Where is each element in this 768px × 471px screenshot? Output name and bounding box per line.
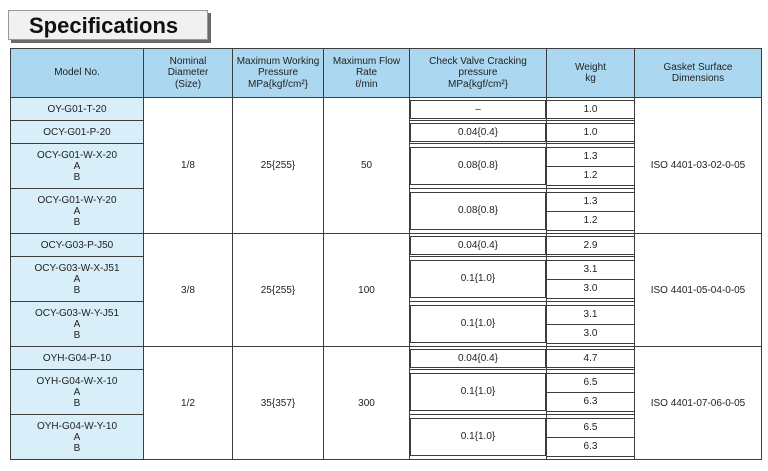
model-variant: B [73, 216, 81, 228]
model-cell [11, 415, 144, 460]
weight-cell [547, 234, 635, 257]
flow-value: 100 [358, 284, 375, 296]
model-variant: A [73, 431, 81, 443]
model-cell [11, 234, 144, 257]
gasket-cell [635, 347, 762, 460]
gasket-value: ISO 4401-05-04-0-05 [650, 284, 746, 296]
header-pressure: Maximum Working Pressure MPa{kgf/cm²} [233, 49, 324, 98]
header-weight: Weight kg [547, 49, 635, 98]
model-variant: B [73, 442, 81, 454]
cracking-pressure-value: 0.04{0.4} [410, 236, 546, 255]
cracking-pressure-cell [410, 370, 547, 415]
cracking-pressure-cell [410, 234, 547, 257]
cracking-pressure-cell [410, 302, 547, 347]
cracking-pressure-value: 0.08{0.8} [410, 147, 546, 185]
flow-value: 300 [358, 397, 375, 409]
cracking-pressure-cell [410, 189, 547, 234]
diameter-cell [144, 234, 233, 347]
weight-cell [547, 302, 635, 347]
weight-value: 6.5 [547, 418, 634, 438]
model-variant: A [73, 318, 81, 330]
weight-value: 3.0 [547, 325, 634, 344]
flow-cell [324, 234, 410, 347]
weight-cell [547, 257, 635, 302]
weight-value: 3.0 [547, 280, 634, 299]
model-number: OYH-G04-W-X-10 [36, 375, 118, 387]
weight-value: 1.2 [547, 212, 634, 231]
model-variant: B [73, 284, 81, 296]
weight-value: 3.1 [547, 305, 634, 325]
model-cell [11, 144, 144, 189]
pressure-cell [233, 234, 324, 347]
diameter-cell [144, 98, 233, 234]
model-number: OCY-G01-P-20 [43, 126, 111, 138]
gasket-value: ISO 4401-07-06-0-05 [650, 397, 746, 409]
diameter-cell [144, 347, 233, 460]
model-variant: A [73, 160, 81, 172]
weight-cell [547, 370, 635, 415]
model-variant: A [73, 273, 81, 285]
model-number: OCY-G01-W-X-20 [36, 149, 118, 161]
model-cell [11, 121, 144, 144]
model-number: OY-G01-T-20 [47, 103, 107, 115]
cracking-pressure-value: 0.04{0.4} [410, 349, 546, 368]
header-diameter: Nominal Diameter (Size) [144, 49, 233, 98]
page-title: Specifications [8, 10, 208, 40]
model-variant: A [73, 205, 81, 217]
table-row [11, 347, 762, 370]
specifications-table [10, 48, 762, 460]
weight-value: 4.7 [547, 349, 634, 368]
weight-cell [547, 415, 635, 460]
model-cell [11, 257, 144, 302]
diameter-value: 1/2 [181, 397, 195, 409]
weight-cell [547, 347, 635, 370]
model-cell [11, 347, 144, 370]
weight-value: 1.3 [547, 147, 634, 167]
model-cell [11, 189, 144, 234]
cracking-pressure-cell [410, 257, 547, 302]
header-flow: Maximum Flow Rate ℓ/min [324, 49, 410, 98]
weight-value: 1.0 [547, 123, 634, 142]
weight-value: 1.0 [547, 100, 634, 119]
weight-cell [547, 144, 635, 189]
flow-value: 50 [360, 160, 373, 171]
gasket-cell [635, 98, 762, 234]
cracking-pressure-value: – [410, 100, 546, 119]
model-variant: A [73, 386, 81, 398]
weight-cell [547, 121, 635, 144]
weight-value: 2.9 [547, 236, 634, 255]
diameter-value: 1/8 [181, 160, 195, 171]
model-number: OYH-G04-P-10 [42, 352, 112, 364]
cracking-pressure-cell [410, 144, 547, 189]
weight-value: 6.5 [547, 373, 634, 393]
model-number: OCY-G03-W-X-J51 [34, 262, 120, 274]
flow-cell [324, 347, 410, 460]
weight-value: 1.2 [547, 167, 634, 186]
cracking-pressure-value: 0.1{1.0} [410, 418, 546, 456]
table-body [11, 98, 762, 460]
cracking-pressure-value: 0.04{0.4} [410, 123, 546, 142]
pressure-value: 25{255} [260, 284, 296, 296]
flow-cell [324, 98, 410, 234]
model-variant: B [73, 397, 81, 409]
pressure-cell [233, 347, 324, 460]
cracking-pressure-value: 0.1{1.0} [410, 260, 546, 298]
header-model: Model No. [11, 49, 144, 98]
gasket-cell [635, 234, 762, 347]
weight-value: 6.3 [547, 438, 634, 457]
cracking-pressure-value: 0.08{0.8} [410, 192, 546, 230]
cracking-pressure-cell [410, 121, 547, 144]
model-number: OCY-G03-P-J50 [40, 239, 114, 251]
diameter-value: 3/8 [181, 284, 195, 296]
pressure-value: 25{255} [260, 160, 296, 171]
weight-value: 1.3 [547, 192, 634, 212]
model-cell [11, 370, 144, 415]
cracking-pressure-cell [410, 415, 547, 460]
model-cell [11, 98, 144, 121]
model-number: OCY-G01-W-Y-20 [37, 194, 117, 206]
table-row [11, 98, 762, 121]
weight-value: 3.1 [547, 260, 634, 280]
weight-cell [547, 189, 635, 234]
pressure-cell [233, 98, 324, 234]
cracking-pressure-value: 0.1{1.0} [410, 305, 546, 343]
cracking-pressure-value: 0.1{1.0} [410, 373, 546, 411]
gasket-value: ISO 4401-03-02-0-05 [650, 160, 746, 171]
weight-cell [547, 98, 635, 121]
cracking-pressure-cell [410, 98, 547, 121]
pressure-value: 35{357} [260, 397, 296, 409]
header-gasket: Gasket Surface Dimensions [635, 49, 762, 98]
header-row [11, 49, 762, 98]
model-variant: B [73, 329, 81, 341]
model-number: OCY-G03-W-Y-J51 [34, 307, 120, 319]
weight-value: 6.3 [547, 393, 634, 412]
model-cell [11, 302, 144, 347]
model-number: OYH-G04-W-Y-10 [36, 420, 118, 432]
cracking-pressure-cell [410, 347, 547, 370]
model-variant: B [73, 171, 81, 183]
table-row [11, 234, 762, 257]
header-check-valve: Check Valve Cracking pressure MPa{kgf/cm²} [410, 49, 547, 98]
